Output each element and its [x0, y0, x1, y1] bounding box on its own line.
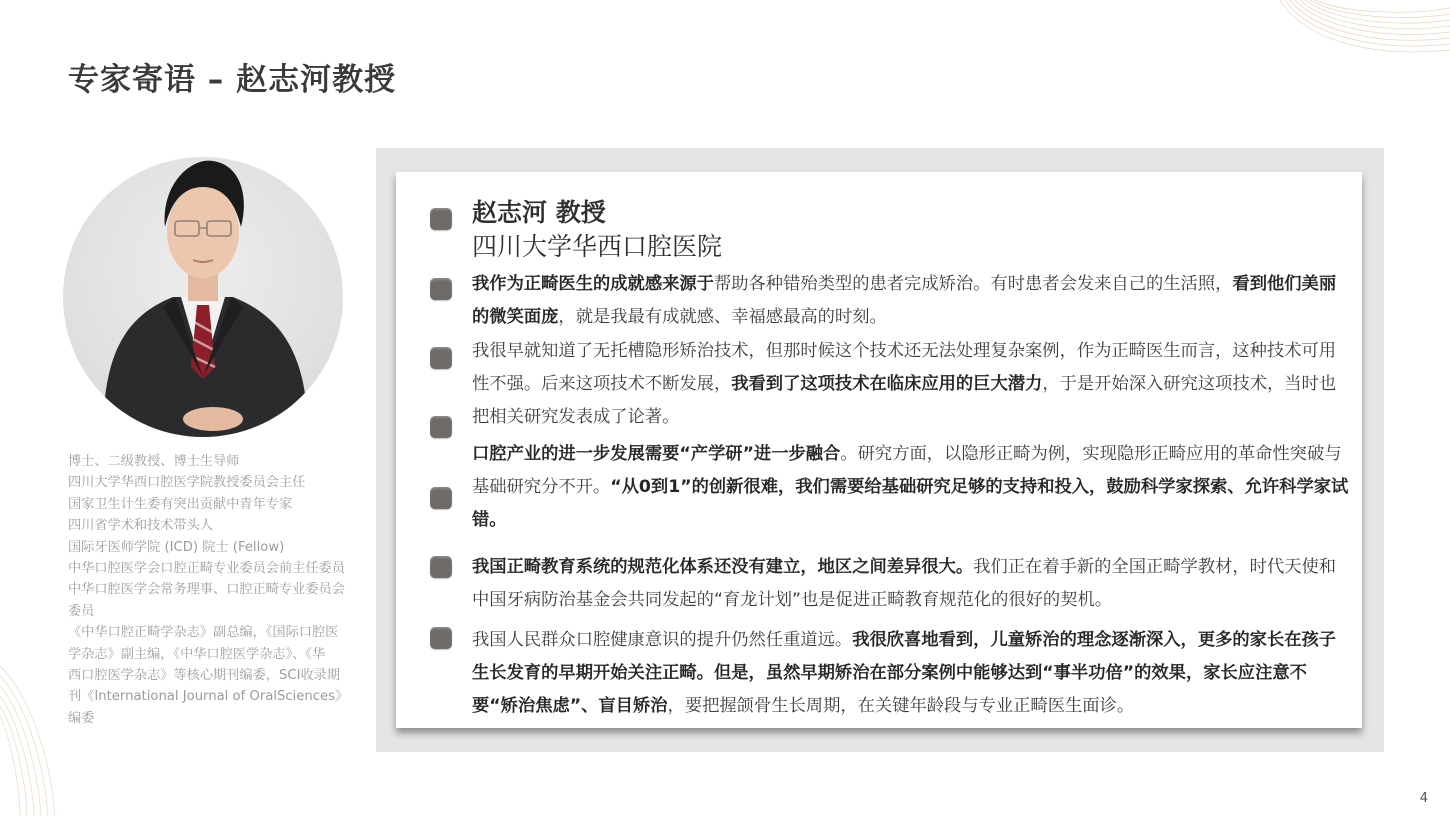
quote-text: 。研究方面，以隐形正畸为例，实现隐形正畸应用的革命性突破与基础研究分不开。 — [472, 444, 1342, 497]
portrait-photo — [63, 157, 343, 437]
bullet-square-icon — [430, 487, 452, 509]
bio-line: 刊《International Journal of OralSciences》 — [68, 689, 349, 705]
bullet-square-icon — [430, 347, 452, 369]
bio-line: 中华口腔医学会口腔正畸专业委员会前主任委员 — [68, 561, 345, 577]
bullet-square-icon — [430, 208, 452, 230]
bio-line: 四川省学术和技术带头人 — [68, 518, 214, 534]
bullet-square-icon — [430, 627, 452, 649]
biography-list — [68, 451, 368, 729]
page-number: 4 — [1419, 791, 1428, 806]
bio-line: 西口腔医学杂志》等核心期刊编委，SCI收录期 — [68, 668, 341, 684]
quote-paragraph — [472, 551, 1352, 617]
quote-text-bold: 口腔产业的进一步发展需要“产学研”进一步融合 — [472, 444, 841, 464]
bio-line: 中华口腔医学会常务理事、口腔正畸专业委员会 — [68, 582, 345, 598]
bullet-square-icon — [430, 278, 452, 300]
quote-paragraph — [472, 624, 1352, 723]
quote-text: ，要把握颌骨生长周期，在关键年龄段与专业正畸医生面诊。 — [667, 696, 1135, 716]
bio-line: 四川大学华西口腔医学院教授委员会主任 — [68, 475, 306, 491]
decorative-lines-bottom-left — [0, 656, 70, 816]
quote-text: 我国人民群众口腔健康意识的提升仍然任重道远。 — [472, 630, 853, 650]
bio-line: 委员 — [68, 603, 95, 619]
quote-text-bold: “从0到1”的创新很难，我们需要给基础研究足够的支持和投入，鼓励科学家探索、允许科学家试错。 — [472, 477, 1349, 530]
bullet-square-icon — [430, 556, 452, 578]
expert-name: 赵志河 教授 — [472, 198, 606, 227]
bio-line: 国家卫生计生委有突出贡献中青年专家 — [68, 496, 293, 512]
quote-text: ，就是我最有成就感、幸福感最高的时刻。 — [558, 307, 887, 327]
bullet-square-icon — [430, 416, 452, 438]
bio-line: 《中华口腔正畸学杂志》副总编，《国际口腔医 — [68, 625, 339, 641]
quote-text-bold: 我作为正畸医生的成就感来源于 — [472, 274, 714, 294]
quote-text-bold: 我很欣喜地看到，儿童矫治的理念逐渐深入，更多的家长在孩子生长发育的早期开始关注正畸。但是，虽然早期矫治在部分案例中能够达到“事半功倍”的效果，家长应注意不要“矫治焦虑”、盲目矫治 — [472, 630, 1337, 716]
quote-text-bold: 我国正畸教育系统的规范化体系还没有建立，地区之间差异很大。 — [472, 557, 974, 577]
bio-line: 博士、二级教授、博士生导师 — [68, 454, 240, 469]
bio-line: 国际牙医师学院 (ICD) 院士 (Fellow) — [68, 539, 285, 555]
quote-text: ，于是开始深入研究这项技术，当时也把相关研究发表成了论著。 — [472, 374, 1337, 427]
quote-paragraph — [472, 335, 1352, 434]
quote-text: 帮助各种错殆类型的患者完成矫治。有时患者会发来自己的生活照， — [713, 274, 1233, 294]
decorative-lines-top-right — [1280, 0, 1450, 60]
quote-paragraph — [472, 268, 1352, 334]
quote-text: 我们正在着手新的全国正畸学教材，时代天使和中国牙病防治基金会共同发起的“育龙计划”也是促进正畸教育规范化的很好的契机。 — [472, 557, 1337, 610]
expert-organization: 四川大学华西口腔医院 — [472, 232, 723, 261]
page-title: 专家寄语 – 赵志河教授 — [68, 62, 397, 98]
quote-text: 我很早就知道了无托槽隐形矫治技术，但那时候这个技术还无法处理复杂案例，作为正畸医生而言，这种技术可用性不强。后来这项技术不断发展， — [472, 341, 1337, 394]
bio-line: 编委 — [68, 710, 95, 726]
quote-text-bold: 我看到了这项技术在临床应用的巨大潜力 — [731, 374, 1043, 394]
quote-paragraph — [472, 438, 1352, 537]
quote-text-bold: 看到他们美丽的微笑面庞 — [472, 274, 1337, 327]
bio-line: 学杂志》副主编，《中华口腔医学杂志》、《华 — [68, 646, 326, 662]
